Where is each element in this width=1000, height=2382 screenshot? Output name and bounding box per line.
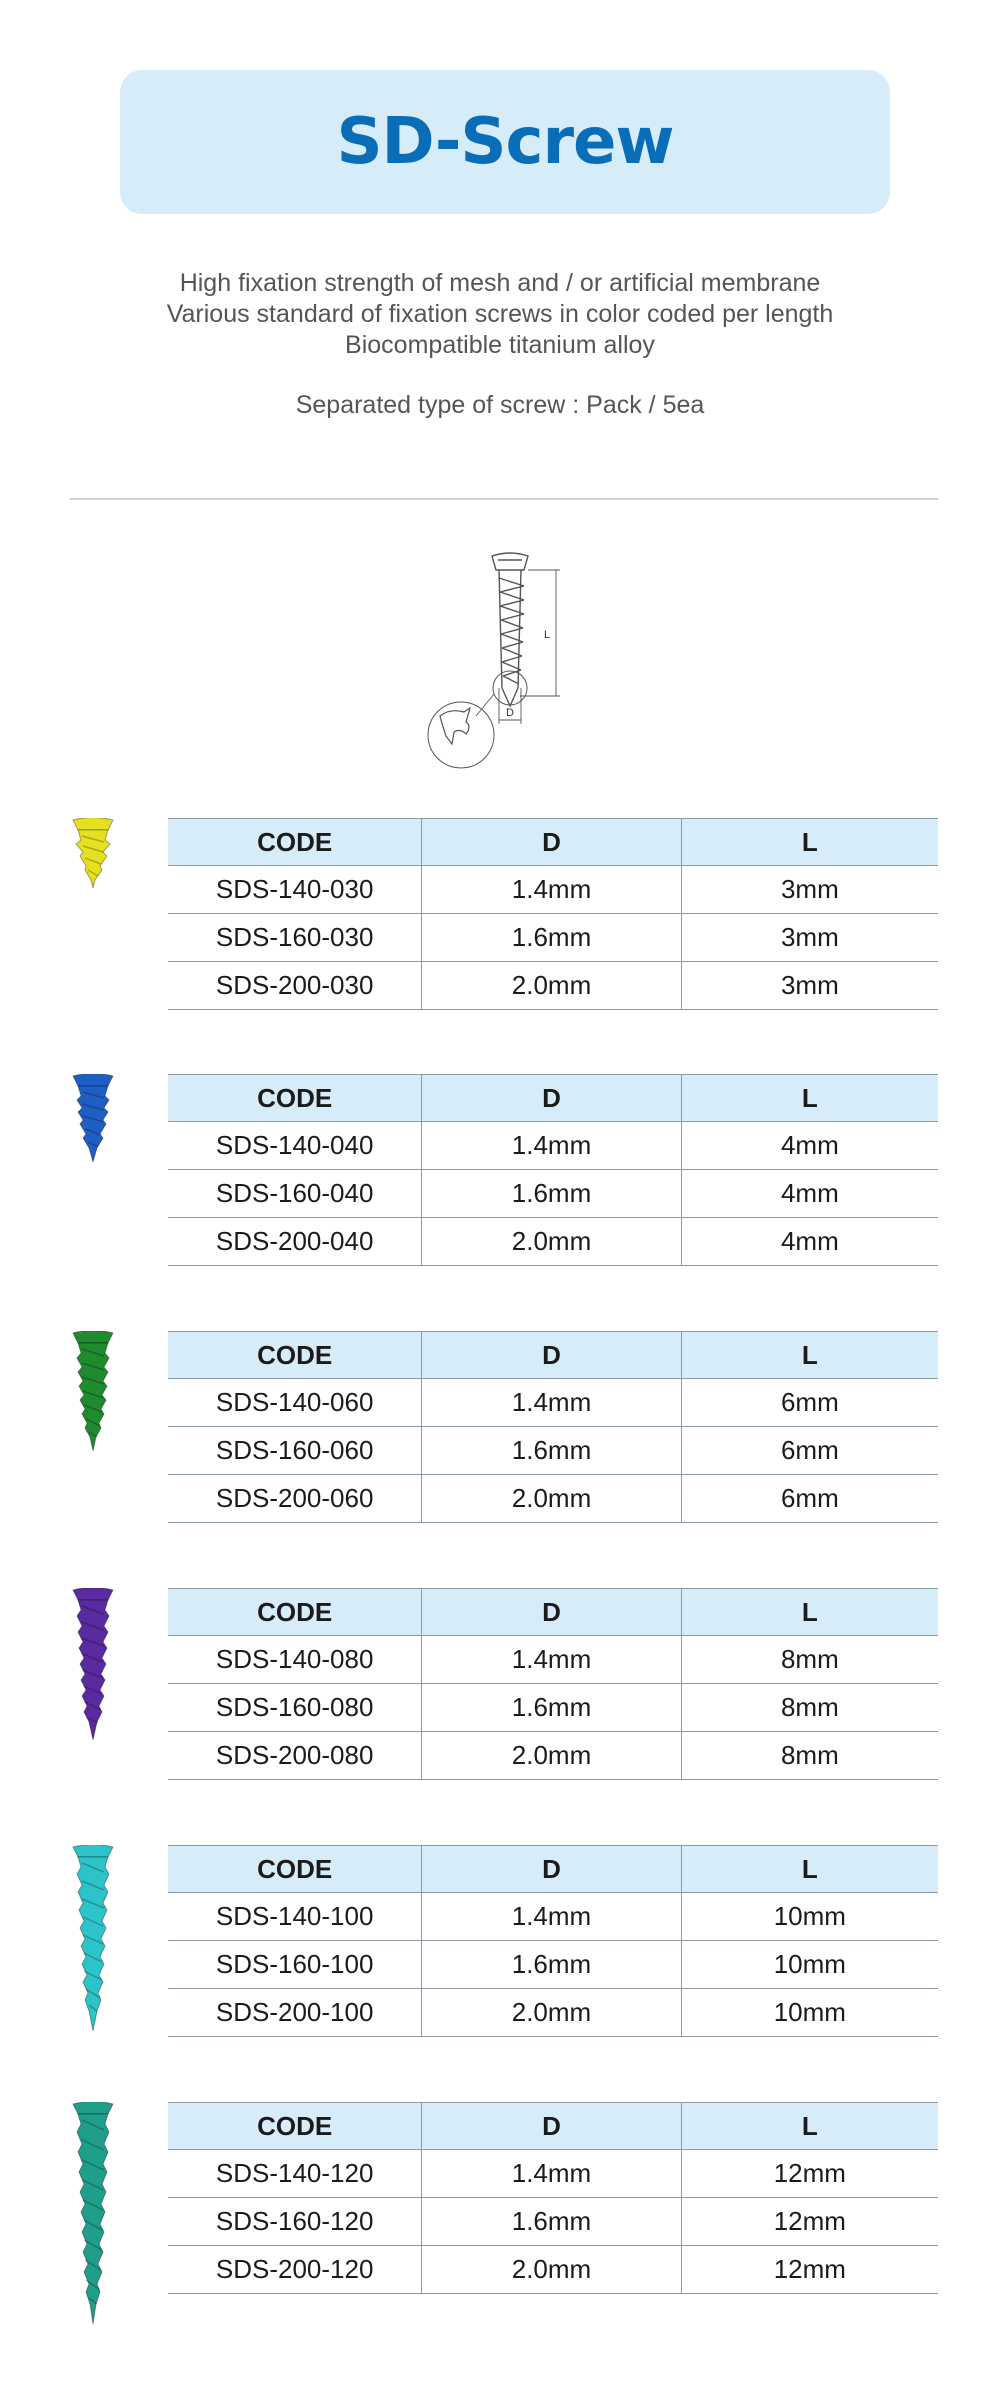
screw-icon: [68, 1074, 118, 1162]
table-row: [168, 1893, 938, 1941]
screw-icon: [68, 1845, 118, 2031]
header-l: L: [681, 1075, 938, 1122]
cell-l: 3mm: [681, 866, 938, 914]
screw-section: [0, 1845, 1000, 2085]
cell-d: 1.6mm: [422, 1427, 681, 1475]
header-code: CODE: [168, 819, 422, 866]
table-row: [168, 866, 938, 914]
pack-info: Separated type of screw : Pack / 5ea: [295, 391, 705, 419]
table-row: [168, 1684, 938, 1732]
screw-section: [0, 1588, 1000, 1828]
header-code: CODE: [168, 1846, 422, 1893]
table-row: [168, 1379, 938, 1427]
table-row: [168, 1989, 938, 2037]
header-l: L: [681, 1589, 938, 1636]
cell-l: 6mm: [681, 1379, 938, 1427]
table-header-row: [168, 2103, 938, 2150]
cell-l: 10mm: [681, 1989, 938, 2037]
cell-d: 1.4mm: [422, 1893, 681, 1941]
screw-section: [0, 1331, 1000, 1571]
screw-section: [0, 1074, 1000, 1314]
cell-code: SDS-140-100: [168, 1893, 422, 1941]
table-row: [168, 1941, 938, 1989]
spec-table: [168, 1331, 938, 1523]
table-row: [168, 1732, 938, 1780]
description-line: Biocompatible titanium alloy: [345, 331, 655, 359]
header-d: D: [422, 1075, 681, 1122]
screw-dimension-diagram-icon: [420, 548, 600, 773]
header-l: L: [681, 2103, 938, 2150]
screw-section: [0, 818, 1000, 1058]
cell-l: 3mm: [681, 914, 938, 962]
table-header-row: [168, 1075, 938, 1122]
table-row: [168, 1636, 938, 1684]
spec-table: [168, 1074, 938, 1266]
table-row: [168, 2150, 938, 2198]
cell-code: SDS-140-060: [168, 1379, 422, 1427]
cell-code: SDS-200-080: [168, 1732, 422, 1780]
cell-d: 2.0mm: [422, 1475, 681, 1523]
description-line: High fixation strength of mesh and / or artificial membrane: [179, 269, 821, 297]
cell-code: SDS-140-080: [168, 1636, 422, 1684]
cell-l: 8mm: [681, 1684, 938, 1732]
cell-code: SDS-160-040: [168, 1170, 422, 1218]
header-code: CODE: [168, 1075, 422, 1122]
cell-l: 4mm: [681, 1122, 938, 1170]
table-row: [168, 1170, 938, 1218]
table-row: [168, 962, 938, 1010]
cell-code: SDS-140-030: [168, 866, 422, 914]
screw-section: [0, 2102, 1000, 2342]
header-d: D: [422, 1846, 681, 1893]
table-header-row: [168, 1846, 938, 1893]
cell-code: SDS-160-030: [168, 914, 422, 962]
header-l: L: [681, 1332, 938, 1379]
table-header-row: [168, 1332, 938, 1379]
cell-d: 1.6mm: [422, 2198, 681, 2246]
spec-table: [168, 2102, 938, 2294]
dimension-label-d: D: [506, 707, 514, 719]
table-row: [168, 2246, 938, 2294]
cell-code: SDS-160-120: [168, 2198, 422, 2246]
header-code: CODE: [168, 1589, 422, 1636]
cell-l: 8mm: [681, 1636, 938, 1684]
dimension-label-l: L: [544, 629, 551, 641]
cell-l: 10mm: [681, 1893, 938, 1941]
cell-l: 6mm: [681, 1427, 938, 1475]
spec-table: [168, 1845, 938, 2037]
cell-d: 1.4mm: [422, 1122, 681, 1170]
cell-code: SDS-200-040: [168, 1218, 422, 1266]
table-row: [168, 914, 938, 962]
spec-table: [168, 818, 938, 1010]
header-d: D: [422, 2103, 681, 2150]
cell-code: SDS-160-100: [168, 1941, 422, 1989]
cell-code: SDS-160-080: [168, 1684, 422, 1732]
cell-l: 12mm: [681, 2150, 938, 2198]
divider: [70, 498, 938, 500]
header-d: D: [422, 819, 681, 866]
header-d: D: [422, 1332, 681, 1379]
cell-d: 2.0mm: [422, 2246, 681, 2294]
cell-code: SDS-140-040: [168, 1122, 422, 1170]
header-l: L: [681, 819, 938, 866]
header-d: D: [422, 1589, 681, 1636]
cell-code: SDS-160-060: [168, 1427, 422, 1475]
cell-d: 1.4mm: [422, 1379, 681, 1427]
cell-l: 10mm: [681, 1941, 938, 1989]
screw-icon: [68, 1588, 118, 1740]
cell-code: SDS-200-100: [168, 1989, 422, 2037]
cell-d: 1.6mm: [422, 1170, 681, 1218]
cell-d: 2.0mm: [422, 1732, 681, 1780]
page-title: SD-Screw: [336, 105, 674, 179]
title-banner: [120, 70, 890, 214]
table-row: [168, 2198, 938, 2246]
header-code: CODE: [168, 2103, 422, 2150]
cell-d: 1.4mm: [422, 866, 681, 914]
table-row: [168, 1475, 938, 1523]
table-row: [168, 1218, 938, 1266]
cell-d: 1.6mm: [422, 1684, 681, 1732]
cell-d: 1.4mm: [422, 1636, 681, 1684]
screw-icon: [68, 1331, 118, 1451]
product-description: [0, 268, 1000, 361]
cell-l: 12mm: [681, 2198, 938, 2246]
cell-l: 4mm: [681, 1170, 938, 1218]
cell-d: 2.0mm: [422, 962, 681, 1010]
cell-code: SDS-200-030: [168, 962, 422, 1010]
header-l: L: [681, 1846, 938, 1893]
cell-d: 1.4mm: [422, 2150, 681, 2198]
header-code: CODE: [168, 1332, 422, 1379]
cell-l: 12mm: [681, 2246, 938, 2294]
spec-table: [168, 1588, 938, 1780]
description-line: Various standard of fixation screws in color coded per length: [166, 300, 834, 328]
cell-l: 8mm: [681, 1732, 938, 1780]
cell-l: 4mm: [681, 1218, 938, 1266]
cell-code: SDS-200-060: [168, 1475, 422, 1523]
cell-d: 2.0mm: [422, 1989, 681, 2037]
cell-d: 2.0mm: [422, 1218, 681, 1266]
table-row: [168, 1122, 938, 1170]
cell-code: SDS-200-120: [168, 2246, 422, 2294]
cell-d: 1.6mm: [422, 1941, 681, 1989]
screw-icon: [68, 2102, 118, 2324]
table-header-row: [168, 1589, 938, 1636]
table-header-row: [168, 819, 938, 866]
cell-l: 3mm: [681, 962, 938, 1010]
cell-d: 1.6mm: [422, 914, 681, 962]
cell-l: 6mm: [681, 1475, 938, 1523]
table-row: [168, 1427, 938, 1475]
screw-icon: [68, 818, 118, 888]
cell-code: SDS-140-120: [168, 2150, 422, 2198]
